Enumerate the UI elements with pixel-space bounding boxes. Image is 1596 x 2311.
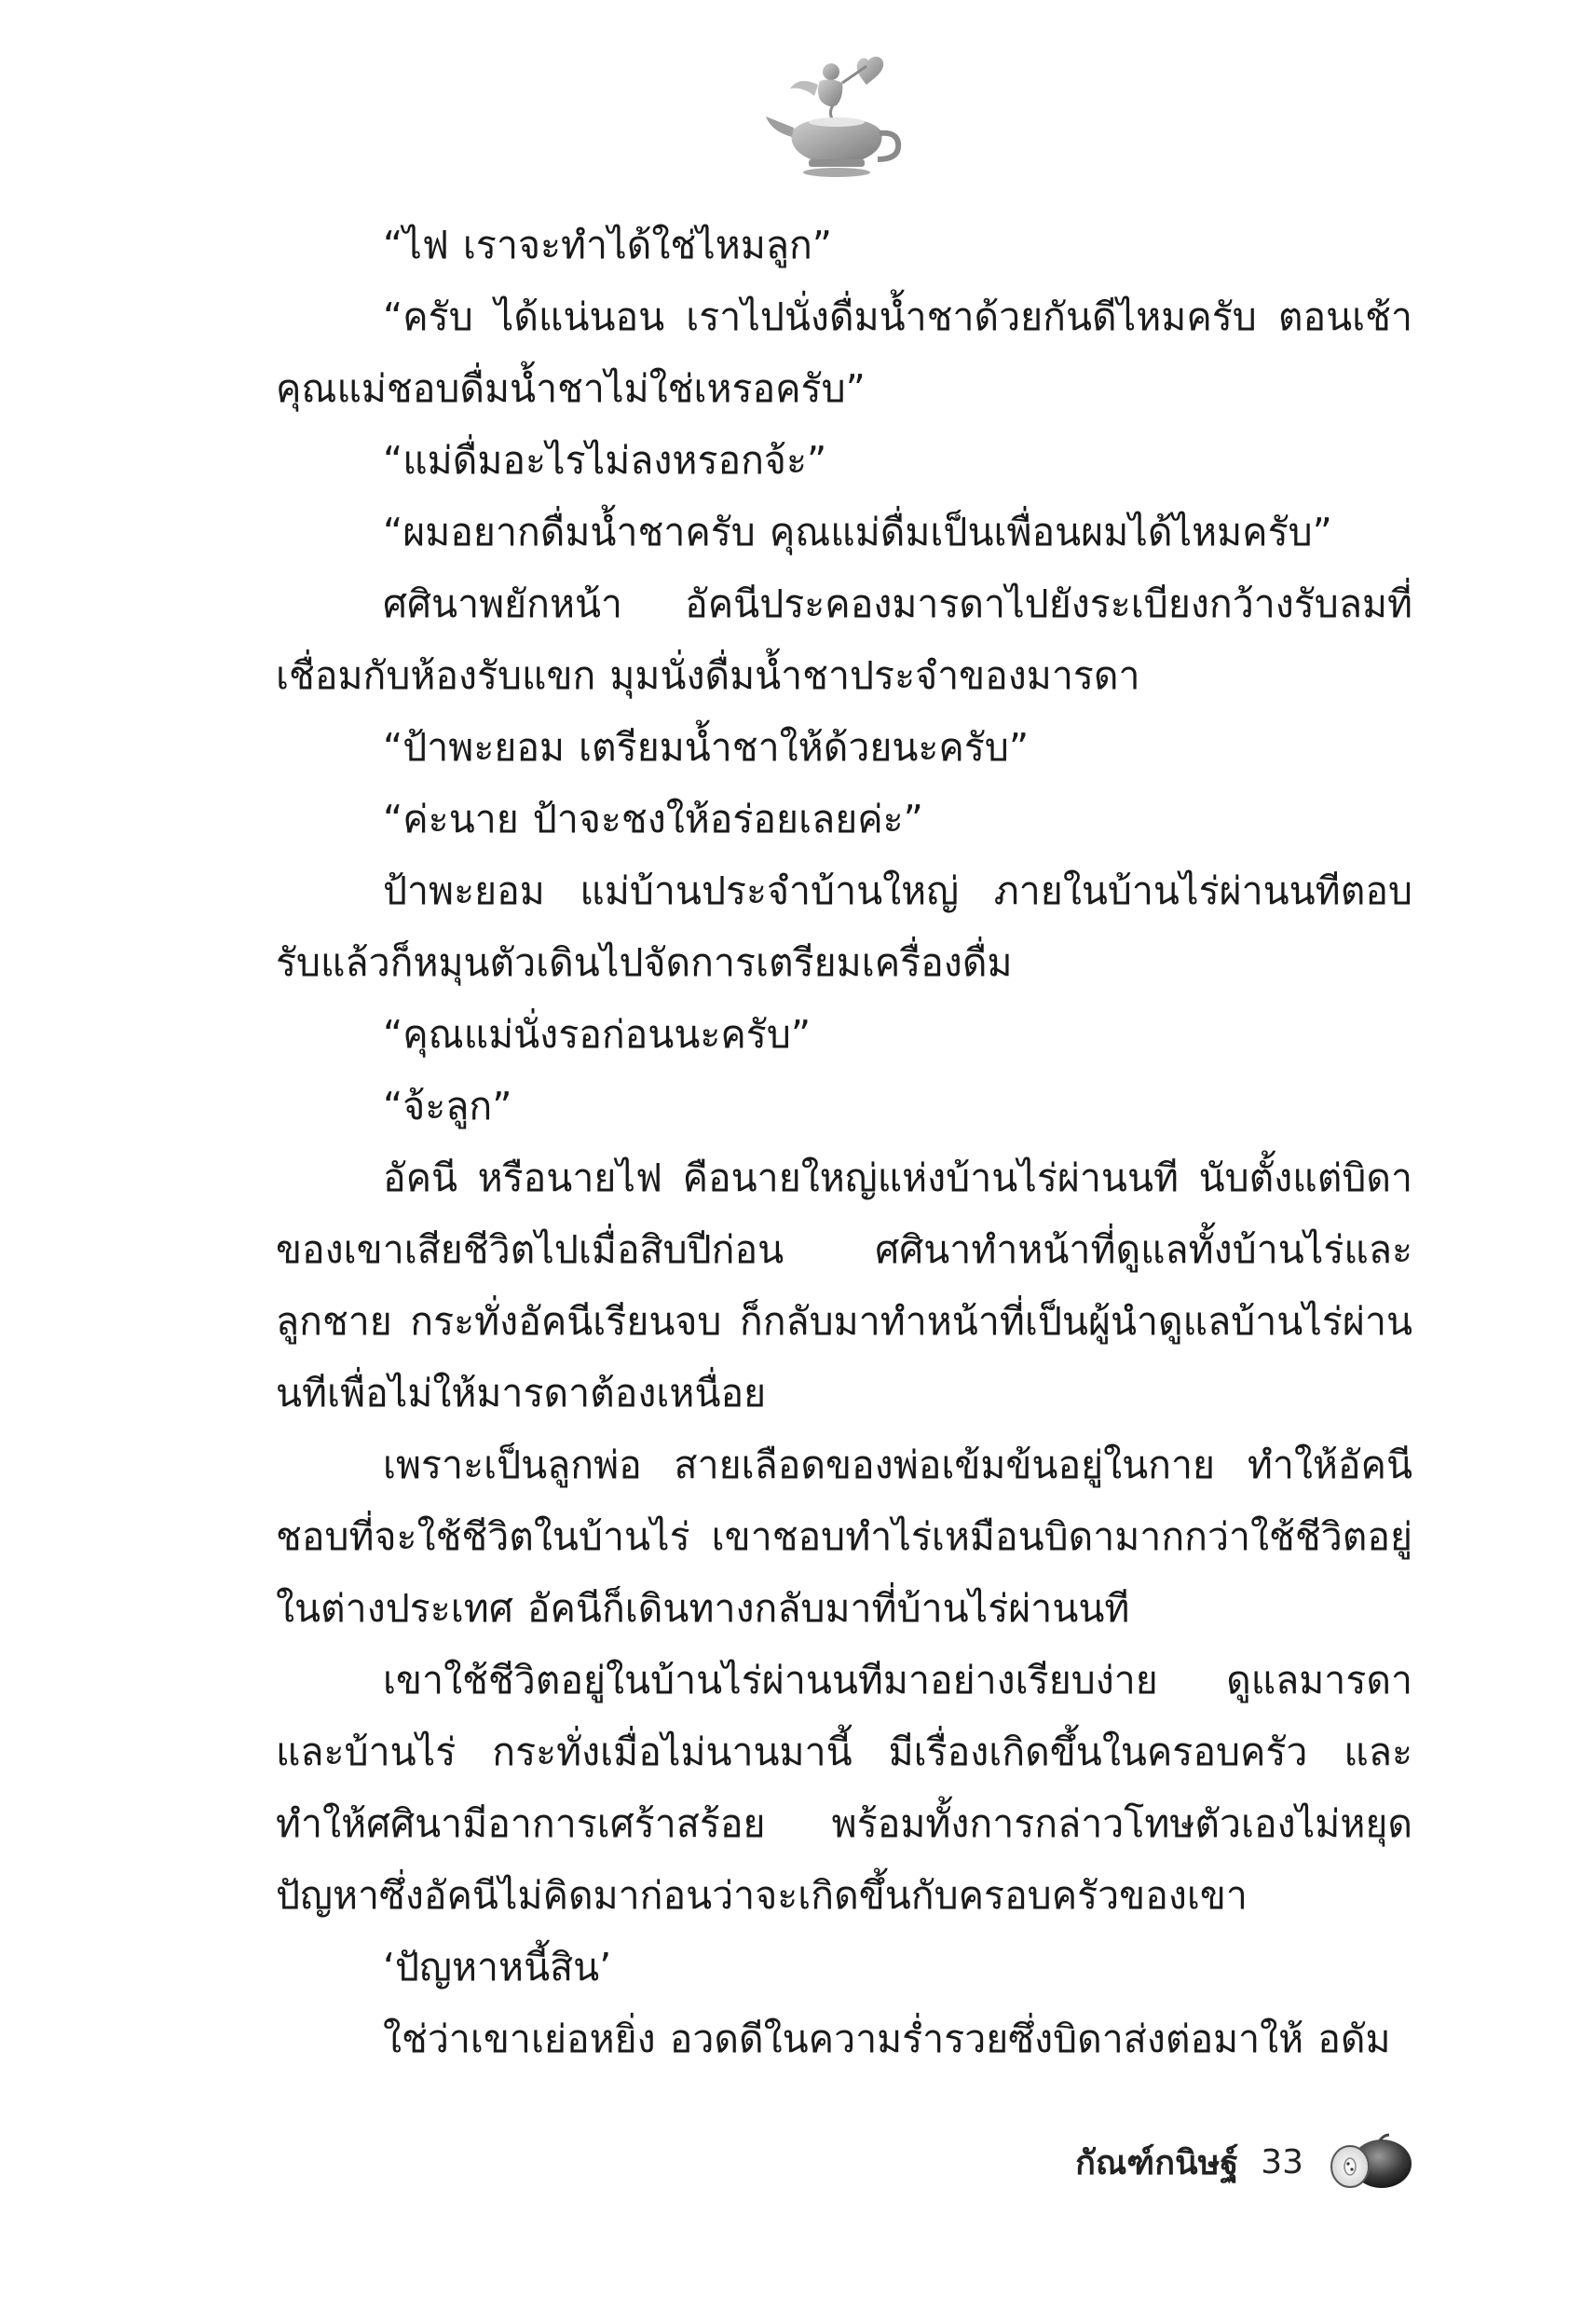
paragraph: อัคนี หรือนายไฟ คือนายใหญ่แห่งบ้านไร่ผ่านนที นับตั้งแต่บิดาของเขาเสียชีวิตไปเมื่อสิบปีก่อน ศศินาทำหน้าที่ดูแลทั้งบ้านไร่และลูกชาย กระทั่งอัคนีเรียนจบ ก็กลับมาทำหน้าที่เป็นผู้นำดูแลบ้านไร่ผ่านนทีเพื่อไม่ให้มารดาต้องเหนื่อย	[276, 1156, 1412, 1415]
paragraph: “จ้ะลูก”	[383, 1084, 512, 1128]
paragraph: เพราะเป็นลูกพ่อ สายเลือดของพ่อเข้มข้นอยู่ในกาย ทำให้อัคนีชอบที่จะใช้ชีวิตในบ้านไร่ เขาชอบทำไร่เหมือนบิดามากกว่าใช้ชีวิตอยู่ในต่างประเทศ อัคนีก็เดินทางกลับมาที่บ้านไร่ผ่านนที	[276, 1443, 1412, 1631]
page-footer	[1075, 2129, 1414, 2195]
teapot-cupid-ornament-icon	[764, 51, 904, 182]
paragraph: “ผมอยากดื่มน้ำชาครับ คุณแม่ดื่มเป็นเพื่อนผมได้ไหมครับ”	[383, 510, 1332, 554]
paragraph: “แม่ดื่มอะไรไม่ลงหรอกจ้ะ”	[383, 438, 827, 483]
paragraph: ใช่ว่าเขาเย่อหยิ่ง อวดดีในความร่ำรวยซึ่งบิดาส่งต่อมาให้ อดัม	[383, 2017, 1391, 2061]
paragraph: “ไฟ เราจะทำได้ใช่ไหมลูก”	[383, 223, 833, 267]
paragraph: ศศินาพยักหน้า อัคนีประคองมารดาไปยังระเบียงกว้างรับลมที่เชื่อมกับห้องรับแขก มุมนั่งดื่มน้ำชาประจำของมารดา	[276, 581, 1412, 698]
book-title: กัณฑ์กนิษฐ์	[1075, 2143, 1239, 2182]
paragraph: เขาใช้ชีวิตอยู่ในบ้านไร่ผ่านนทีมาอย่างเรียบง่าย ดูแลมารดาและบ้านไร่ กระทั่งเมื่อไม่นานมานี้ มีเรื่องเกิดขึ้นในครอบครัว และทำให้ศศินามีอาการเศร้าสร้อย พร้อมทั้งการกล่าวโทษตัวเองไม่หยุดปัญหาซึ่งอัคนีไม่คิดมาก่อนว่าจะเกิดขึ้นกับครอบครัวของเขา	[276, 1658, 1412, 1918]
paragraph: “คุณแม่นั่งรอก่อนนะครับ”	[383, 1012, 812, 1057]
paragraph: “ครับ ได้แน่นอน เราไปนั่งดื่มน้ำชาด้วยกันดีไหมครับ ตอนเช้าคุณแม่ชอบดื่มน้ำชาไม่ใช่เหรอครับ”	[276, 294, 1412, 411]
apple-icon	[1326, 2133, 1414, 2191]
paragraph: ป้าพะยอม แม่บ้านประจำบ้านใหญ่ ภายในบ้านไร่ผ่านนทีตอบรับแล้วก็หมุนตัวเดินไปจัดการเตรียมเครื่องดื่ม	[276, 868, 1412, 985]
body-text	[276, 210, 1412, 2075]
page-number: 33	[1261, 2142, 1303, 2181]
paragraph: ‘ปัญหาหนี้สิน’	[383, 1945, 612, 1990]
paragraph: “ค่ะนาย ป้าจะชงให้อร่อยเลยค่ะ”	[383, 797, 923, 841]
paragraph: “ป้าพะยอม เตรียมน้ำชาให้ด้วยนะครับ”	[383, 725, 1030, 770]
